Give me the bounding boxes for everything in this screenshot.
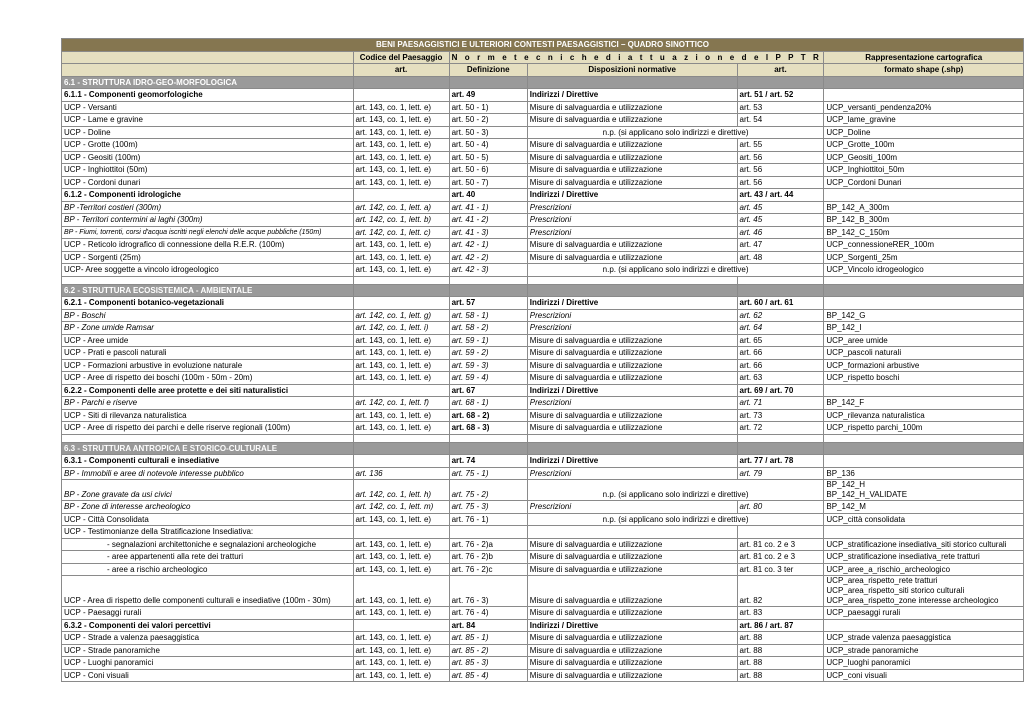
table-row [62, 563, 1024, 576]
row-name: UCP - Aree di rispetto dei parchi e delle riserve regionali (100m) [62, 422, 354, 435]
row-def: art. 41 - 3) [449, 226, 527, 239]
row-def: art. 50 - 1) [449, 101, 527, 114]
row-name: 6.3.2 - Componenti dei valori percettivi [62, 619, 354, 632]
table-row [62, 501, 1024, 514]
row-disp: Misure di salvaguardia e utilizzazione [527, 657, 737, 670]
row-art: art. 143, co. 1, lett. e) [353, 101, 449, 114]
row-disp: Misure di salvaguardia e utilizzazione [527, 563, 737, 576]
row-art2: art. 81 co. 3 ter [737, 563, 824, 576]
row-disp: Indirizzi / Direttive [527, 189, 737, 202]
row-disp: Prescrizioni [527, 322, 737, 335]
table-row [62, 409, 1024, 422]
table-row [62, 480, 1024, 501]
row-disp: Misure di salvaguardia e utilizzazione [527, 538, 737, 551]
row-art2: art. 56 [737, 164, 824, 177]
row-shp: UCP_strade panoramiche [824, 644, 1024, 657]
row-shp: UCP_rispetto boschi [824, 372, 1024, 385]
row-disp: Indirizzi / Direttive [527, 384, 737, 397]
row-shp: UCP_coni visuali [824, 669, 1024, 682]
row-art: art. 143, co. 1, lett. e) [353, 632, 449, 645]
header-norme: N o r m e t e c n i c h e d i a t t u a z i o n e d e l P P T R [449, 51, 824, 64]
row-shp: UCP_rispetto parchi_100m [824, 422, 1024, 435]
table-row [62, 151, 1024, 164]
row-shp: UCP_rilevanza naturalistica [824, 409, 1024, 422]
row-def: art. 76 - 4) [449, 607, 527, 620]
row-disp: Misure di salvaguardia e utilizzazione [527, 239, 737, 252]
table-row [62, 372, 1024, 385]
row-art: art. 136 [353, 467, 449, 480]
table-row [62, 176, 1024, 189]
row-shp: BP_142_H_VALIDATE [826, 490, 908, 499]
row-art: art. 143, co. 1, lett. e) [353, 139, 449, 152]
row-shp: UCP_area_rispetto_zone interesse archeologico [826, 596, 999, 605]
row-disp: Prescrizioni [527, 309, 737, 322]
row-disp: Misure di salvaguardia e utilizzazione [527, 669, 737, 682]
row-name: 6.2.2 - Componenti delle aree protette e dei siti naturalistici [62, 384, 354, 397]
row-def: art. 49 [449, 89, 527, 102]
row-shp: BP_142_I [824, 322, 1024, 335]
row-disp: Misure di salvaguardia e utilizzazione [527, 334, 737, 347]
row-art: art. 142, co. 1, lett. b) [353, 214, 449, 227]
row-name: BP - Zone gravate da usi civici [62, 480, 354, 501]
row-shp: UCP_lame_gravine [824, 114, 1024, 127]
row-art2: art. 60 / art. 61 [737, 297, 824, 310]
row-art2: art. 73 [737, 409, 824, 422]
row-name: UCP - Luoghi panoramici [62, 657, 354, 670]
row-def: art. 41 - 2) [449, 214, 527, 227]
row-def: art. 67 [449, 384, 527, 397]
row-disp: Misure di salvaguardia e utilizzazione [527, 551, 737, 564]
row-def: art. 75 - 3) [449, 501, 527, 514]
row-art: art. 143, co. 1, lett. e) [353, 359, 449, 372]
row-art2: art. 43 / art. 44 [737, 189, 824, 202]
row-name: BP - Territori contermini ai laghi (300m) [62, 214, 354, 227]
row-name: BP - Fiumi, torrenti, corsi d'acqua iscritti negli elenchi delle acque pubbliche (150m) [62, 226, 354, 239]
row-disp: Misure di salvaguardia e utilizzazione [527, 576, 737, 607]
row-disp: Indirizzi / Direttive [527, 619, 737, 632]
row-name: UCP - Città Consolidata [62, 513, 354, 526]
row-def: art. 76 - 2)b [449, 551, 527, 564]
row-art2: art. 48 [737, 251, 824, 264]
table-row [62, 619, 1024, 632]
table-row [62, 126, 1024, 139]
row-name: UCP - Versanti [62, 101, 354, 114]
row-def: art. 76 - 3) [449, 576, 527, 607]
header-disposizioni: Disposizioni normative [527, 64, 737, 77]
row-art: art. 143, co. 1, lett. e) [353, 239, 449, 252]
row-name: UCP - Aree umide [62, 334, 354, 347]
row-art2: art. 82 [737, 576, 824, 607]
table-row [62, 297, 1024, 310]
row-disp: Prescrizioni [527, 214, 737, 227]
row-art2: art. 56 [737, 176, 824, 189]
row-art: art. 143, co. 1, lett. e) [353, 409, 449, 422]
row-shp: BP_142_C_150m [824, 226, 1024, 239]
row-disp: Misure di salvaguardia e utilizzazione [527, 176, 737, 189]
row-def: art. 50 - 4) [449, 139, 527, 152]
row-art2: art. 51 / art. 52 [737, 89, 824, 102]
row-art: art. 143, co. 1, lett. e) [353, 538, 449, 551]
table-row [62, 397, 1024, 410]
table-row [62, 347, 1024, 360]
row-name: UCP - Sorgenti (25m) [62, 251, 354, 264]
table-row [62, 576, 1024, 607]
table-row [62, 89, 1024, 102]
row-art: art. 143, co. 1, lett. e) [353, 513, 449, 526]
row-name: UCP - Geositi (100m) [62, 151, 354, 164]
row-name: UCP - Grotte (100m) [62, 139, 354, 152]
row-def: art. 68 - 1) [449, 397, 527, 410]
table-row [62, 538, 1024, 551]
table-title: BENI PAESAGGISTICI E ULTERIORI CONTESTI PAESAGGISTICI – QUADRO SINOTTICO [62, 39, 1024, 52]
row-disp: Misure di salvaguardia e utilizzazione [527, 164, 737, 177]
row-disp: Misure di salvaguardia e utilizzazione [527, 372, 737, 385]
row-name: UCP - Strade a valenza paesaggistica [62, 632, 354, 645]
table-row [62, 164, 1024, 177]
row-name: BP - Parchi e riserve [62, 397, 354, 410]
row-shp: UCP_Inghiottitoi_50m [824, 164, 1024, 177]
row-def: art. 42 - 2) [449, 251, 527, 264]
row-name: BP - Zone di interesse archeologico [62, 501, 354, 514]
table-row [62, 251, 1024, 264]
row-def: art. 50 - 3) [449, 126, 527, 139]
row-art: art. 143, co. 1, lett. e) [353, 114, 449, 127]
row-art2: art. 72 [737, 422, 824, 435]
row-shp: UCP_Cordoni Dunari [824, 176, 1024, 189]
row-disp: Prescrizioni [527, 226, 737, 239]
row-art: art. 143, co. 1, lett. e) [353, 644, 449, 657]
row-disp: Prescrizioni [527, 501, 737, 514]
row-art2: art. 77 / art. 78 [737, 455, 824, 468]
table-row [62, 384, 1024, 397]
row-disp: Misure di salvaguardia e utilizzazione [527, 347, 737, 360]
row-art: art. 142, co. 1, lett. f) [353, 397, 449, 410]
row-art2: art. 55 [737, 139, 824, 152]
row-art: art. 143, co. 1, lett. e) [353, 551, 449, 564]
table-row [62, 422, 1024, 435]
row-name: UCP - Cordoni dunari [62, 176, 354, 189]
table-row [62, 607, 1024, 620]
row-art2: art. 66 [737, 347, 824, 360]
row-art: art. 143, co. 1, lett. e) [353, 251, 449, 264]
row-shp: UCP_connessioneRER_100m [824, 239, 1024, 252]
table-row [62, 334, 1024, 347]
row-shp: UCP_formazioni arbustive [824, 359, 1024, 372]
row-def: art. 57 [449, 297, 527, 310]
row-art2: art. 88 [737, 644, 824, 657]
row-art2: art. 81 co. 2 e 3 [737, 538, 824, 551]
row-def: art. 75 - 1) [449, 467, 527, 480]
row-art2: art. 47 [737, 239, 824, 252]
row-disp: Misure di salvaguardia e utilizzazione [527, 422, 737, 435]
row-shp: BP_142_A_300m [824, 201, 1024, 214]
row-art: art. 143, co. 1, lett. e) [353, 607, 449, 620]
row-def: art. 41 - 1) [449, 201, 527, 214]
row-art2: art. 88 [737, 632, 824, 645]
section-heading: 6.3 - STRUTTURA ANTROPICA E STORICO-CULTURALE [62, 442, 354, 455]
header-art: art. [353, 64, 449, 77]
row-shp: UCP_Doline [824, 126, 1024, 139]
row-shp: BP_142_M [824, 501, 1024, 514]
row-art2: art. 79 [737, 467, 824, 480]
row-name: 6.1.2 - Componenti idrologiche [62, 189, 354, 202]
row-name: UCP - Area di rispetto delle componenti culturali e insediative (100m - 30m) [62, 576, 354, 607]
row-shp: UCP_luoghi panoramici [824, 657, 1024, 670]
table-row [62, 322, 1024, 335]
section-heading: 6.2 - STRUTTURA ECOSISTEMICA - AMBIENTALE [62, 284, 354, 297]
row-def: art. 85 - 2) [449, 644, 527, 657]
row-shp: UCP_Geositi_100m [824, 151, 1024, 164]
row-name: - aree a rischio archeologico [62, 563, 354, 576]
row-def: art. 85 - 1) [449, 632, 527, 645]
row-art: art. 142, co. 1, lett. g) [353, 309, 449, 322]
row-name: UCP - Aree di rispetto dei boschi (100m - 50m - 20m) [62, 372, 354, 385]
row-disp: Misure di salvaguardia e utilizzazione [527, 114, 737, 127]
row-name: UCP - Paesaggi rurali [62, 607, 354, 620]
row-art: art. 142, co. 1, lett. i) [353, 322, 449, 335]
row-def: art. 58 - 1) [449, 309, 527, 322]
row-np: n.p. (si applicano solo indirizzi e direttive) [527, 126, 824, 139]
table-row [62, 657, 1024, 670]
row-def: art. 68 - 2) [449, 409, 527, 422]
row-art2: art. 63 [737, 372, 824, 385]
row-def: art. 76 - 2)a [449, 538, 527, 551]
header-codice: Codice del Paesaggio [353, 51, 449, 64]
row-def: art. 85 - 4) [449, 669, 527, 682]
row-disp: Misure di salvaguardia e utilizzazione [527, 101, 737, 114]
row-name: UCP - Siti di rilevanza naturalistica [62, 409, 354, 422]
row-name: BP -Territori costieri (300m) [62, 201, 354, 214]
row-art2: art. 45 [737, 214, 824, 227]
row-disp: Misure di salvaguardia e utilizzazione [527, 644, 737, 657]
row-art: art. 142, co. 1, lett. c) [353, 226, 449, 239]
row-def: art. 76 - 1) [449, 513, 527, 526]
row-name: 6.1.1 - Componenti geomorfologiche [62, 89, 354, 102]
table-row [62, 644, 1024, 657]
row-art2: art. 62 [737, 309, 824, 322]
row-shp: UCP_stratificazione insediativa_rete tratturi [824, 551, 1024, 564]
row-art2: art. 81 co. 2 e 3 [737, 551, 824, 564]
row-name: BP - Zone umide Ramsar [62, 322, 354, 335]
row-shp: BP_142_G [824, 309, 1024, 322]
row-art: art. 143, co. 1, lett. e) [353, 422, 449, 435]
section-heading: 6.1 - STRUTTURA IDRO-GEO-MORFOLOGICA [62, 76, 354, 89]
row-def: art. 59 - 1) [449, 334, 527, 347]
row-disp: Misure di salvaguardia e utilizzazione [527, 139, 737, 152]
row-def: art. 76 - 2)c [449, 563, 527, 576]
row-def: art. 59 - 2) [449, 347, 527, 360]
row-shp: UCP_strade valenza paesaggistica [824, 632, 1024, 645]
row-art2: art. 88 [737, 669, 824, 682]
row-art: art. 142, co. 1, lett. h) [353, 480, 449, 501]
table-row [62, 513, 1024, 526]
row-def: art. 85 - 3) [449, 657, 527, 670]
table-row [62, 264, 1024, 277]
quadro-sinottico-table [61, 38, 1024, 682]
row-np: n.p. (si applicano solo indirizzi e direttive) [527, 480, 824, 501]
row-art2: art. 83 [737, 607, 824, 620]
row-art: art. 143, co. 1, lett. e) [353, 563, 449, 576]
row-art2: art. 54 [737, 114, 824, 127]
table-row [62, 201, 1024, 214]
row-art2: art. 46 [737, 226, 824, 239]
row-def: art. 59 - 3) [449, 359, 527, 372]
row-disp: Misure di salvaguardia e utilizzazione [527, 251, 737, 264]
row-def: art. 68 - 3) [449, 422, 527, 435]
row-art: art. 143, co. 1, lett. e) [353, 372, 449, 385]
row-disp: Indirizzi / Direttive [527, 89, 737, 102]
table-row [62, 632, 1024, 645]
row-np: n.p. (si applicano solo indirizzi e direttive) [527, 264, 824, 277]
row-name: UCP - Coni visuali [62, 669, 354, 682]
header-definizione: Definizione [449, 64, 527, 77]
table-row [62, 467, 1024, 480]
row-shp: BP_142_H [826, 480, 866, 489]
table-row [62, 239, 1024, 252]
row-name: 6.2.1 - Componenti botanico-vegetazionali [62, 297, 354, 310]
table-row [62, 101, 1024, 114]
row-def: art. 50 - 6) [449, 164, 527, 177]
row-disp: Misure di salvaguardia e utilizzazione [527, 607, 737, 620]
row-def: art. 50 - 7) [449, 176, 527, 189]
row-disp: Prescrizioni [527, 467, 737, 480]
row-shp: UCP_versanti_pendenza20% [824, 101, 1024, 114]
table-row [62, 189, 1024, 202]
row-name: BP - Immobili e aree di notevole interesse pubblico [62, 467, 354, 480]
row-art: art. 143, co. 1, lett. e) [353, 176, 449, 189]
row-art2: art. 45 [737, 201, 824, 214]
row-art2: art. 69 / art. 70 [737, 384, 824, 397]
row-name: - segnalazioni architettoniche e segnalazioni archeologiche [62, 538, 354, 551]
row-art: art. 143, co. 1, lett. e) [353, 126, 449, 139]
row-shp: UCP_Grotte_100m [824, 139, 1024, 152]
row-art: art. 143, co. 1, lett. e) [353, 151, 449, 164]
row-shp: UCP_paesaggi rurali [824, 607, 1024, 620]
table-row [62, 214, 1024, 227]
row-name: UCP - Prati e pascoli naturali [62, 347, 354, 360]
row-art: art. 143, co. 1, lett. e) [353, 264, 449, 277]
row-art2: art. 88 [737, 657, 824, 670]
row-disp: Misure di salvaguardia e utilizzazione [527, 359, 737, 372]
row-disp: Misure di salvaguardia e utilizzazione [527, 151, 737, 164]
row-name: UCP - Inghiottitoi (50m) [62, 164, 354, 177]
row-art: art. 143, co. 1, lett. e) [353, 669, 449, 682]
row-name: BP - Boschi [62, 309, 354, 322]
header-rappresentazione: Rappresentazione cartografica [824, 51, 1024, 64]
row-name: UCP - Formazioni arbustive in evoluzione naturale [62, 359, 354, 372]
row-name: UCP - Reticolo idrografico di connessione della R.E.R. (100m) [62, 239, 354, 252]
row-shp: UCP_Sorgenti_25m [824, 251, 1024, 264]
table-row [62, 309, 1024, 322]
row-shp: BP_142_F [824, 397, 1024, 410]
row-shp: BP_142_B_300m [824, 214, 1024, 227]
table-row [62, 114, 1024, 127]
row-art2: art. 56 [737, 151, 824, 164]
row-shp: UCP_aree_a_rischio_archeologico [824, 563, 1024, 576]
row-art: art. 143, co. 1, lett. e) [353, 164, 449, 177]
row-shp: UCP_area_rispetto_rete tratturi [826, 576, 938, 585]
table-row [62, 455, 1024, 468]
row-art2: art. 53 [737, 101, 824, 114]
table-row [62, 551, 1024, 564]
table-row [62, 669, 1024, 682]
row-art: art. 142, co. 1, lett. a) [353, 201, 449, 214]
row-def: art. 75 - 2) [449, 480, 527, 501]
row-art2: art. 71 [737, 397, 824, 410]
row-name: UCP - Lame e gravine [62, 114, 354, 127]
row-art: art. 143, co. 1, lett. e) [353, 347, 449, 360]
row-shp: BP_136 [824, 467, 1024, 480]
table-row [62, 139, 1024, 152]
row-name: UCP- Aree soggette a vincolo idrogeologico [62, 264, 354, 277]
row-name: 6.3.1 - Componenti culturali e insediative [62, 455, 354, 468]
row-disp: Indirizzi / Direttive [527, 455, 737, 468]
row-disp: Indirizzi / Direttive [527, 297, 737, 310]
row-def: art. 42 - 1) [449, 239, 527, 252]
row-disp: Misure di salvaguardia e utilizzazione [527, 632, 737, 645]
table-row [62, 359, 1024, 372]
row-def: art. 50 - 5) [449, 151, 527, 164]
row-np: n.p. (si applicano solo indirizzi e direttive) [527, 513, 824, 526]
row-art2: art. 86 / art. 87 [737, 619, 824, 632]
row-def: art. 59 - 4) [449, 372, 527, 385]
table-row [62, 526, 1024, 539]
row-name: - aree appartenenti alla rete dei tratturi [62, 551, 354, 564]
row-art2: art. 64 [737, 322, 824, 335]
row-name: UCP - Strade panoramiche [62, 644, 354, 657]
row-def: art. 40 [449, 189, 527, 202]
row-shp: UCP_Vincolo idrogeologico [824, 264, 1024, 277]
row-disp: Prescrizioni [527, 201, 737, 214]
row-shp: UCP_aree umide [824, 334, 1024, 347]
row-name: UCP - Testimonianze della Stratificazione Insediativa: [62, 526, 354, 539]
row-shp: UCP_pascoli naturali [824, 347, 1024, 360]
row-art2: art. 80 [737, 501, 824, 514]
row-art: art. 143, co. 1, lett. e) [353, 334, 449, 347]
row-def: art. 42 - 3) [449, 264, 527, 277]
row-art: art. 142, co. 1, lett. m) [353, 501, 449, 514]
row-def: art. 50 - 2) [449, 114, 527, 127]
header-formato: formato shape (.shp) [824, 64, 1024, 77]
row-disp: Prescrizioni [527, 397, 737, 410]
table-row [62, 226, 1024, 239]
row-art2: art. 65 [737, 334, 824, 347]
row-art: art. 143, co. 1, lett. e) [353, 657, 449, 670]
row-disp: Misure di salvaguardia e utilizzazione [527, 409, 737, 422]
row-shp: UCP_area_rispetto_siti storico culturali [826, 586, 965, 595]
row-def: art. 84 [449, 619, 527, 632]
header-art2: art. [737, 64, 824, 77]
row-def: art. 74 [449, 455, 527, 468]
row-art2: art. 66 [737, 359, 824, 372]
row-name: UCP - Doline [62, 126, 354, 139]
row-def: art. 58 - 2) [449, 322, 527, 335]
row-shp: UCP_stratificazione insediativa_siti storico culturali [824, 538, 1024, 551]
row-shp: UCP_città consolidata [824, 513, 1024, 526]
row-art: art. 143, co. 1, lett. e) [353, 576, 449, 607]
